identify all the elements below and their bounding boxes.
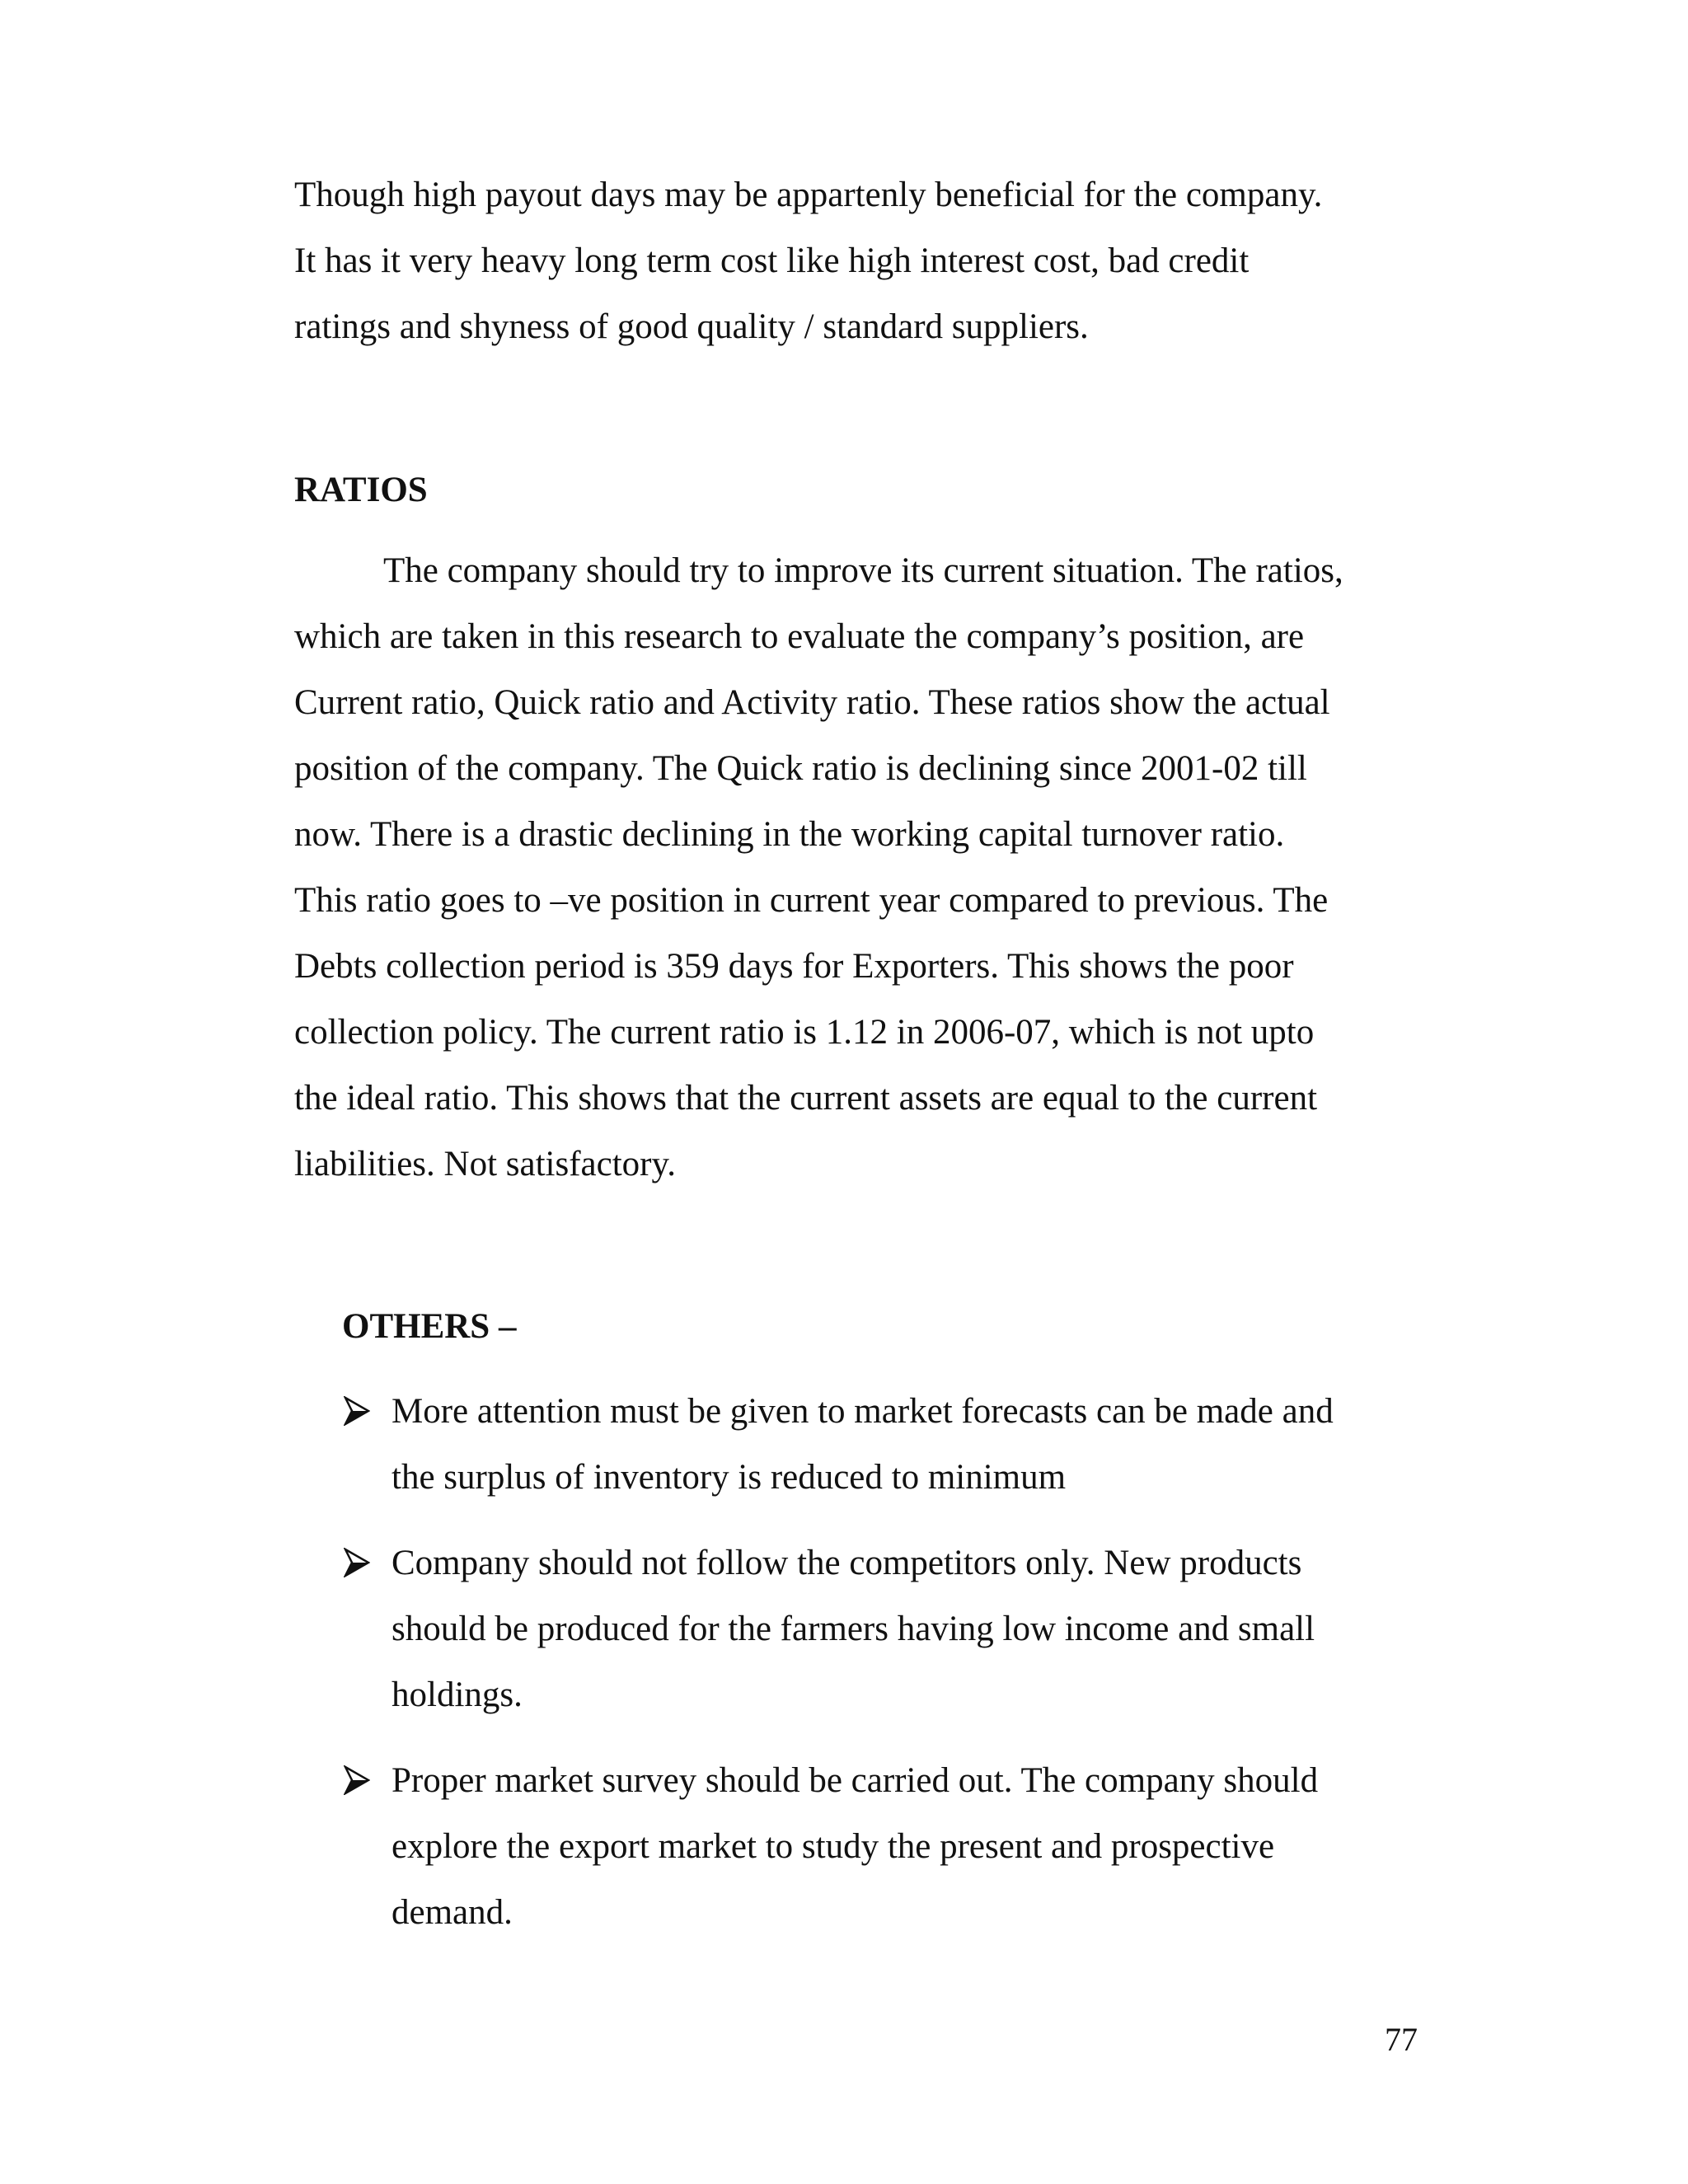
list-item-line: explore the export market to study the present and prospective: [392, 1827, 1275, 1866]
list-item-text: [392, 1530, 1315, 1728]
list-item-line: should be produced for the farmers having low income and small: [392, 1610, 1315, 1648]
list-item-line: Company should not follow the competitors only. New products: [392, 1544, 1302, 1582]
paragraph-line: ratings and shyness of good quality / standard suppliers.: [294, 307, 1089, 346]
arrowhead-bullet-icon: [344, 1396, 370, 1426]
paragraph-line: Current ratio, Quick ratio and Activity ratio. These ratios show the actual: [294, 683, 1330, 722]
paragraph-line: the ideal ratio. This shows that the current assets are equal to the current: [294, 1079, 1318, 1118]
others-heading: OTHERS –: [342, 1307, 517, 1346]
paragraph-line: liabilities. Not satisfactory.: [294, 1145, 676, 1183]
arrowhead-bullet-icon: [344, 1765, 370, 1795]
list-item-line: More attention must be given to market forecasts can be made and: [392, 1392, 1334, 1431]
paragraph-line: Though high payout days may be appartenly beneficial for the company.: [294, 176, 1323, 214]
list-item-line: demand.: [392, 1893, 513, 1932]
ratios-heading: RATIOS: [294, 471, 428, 509]
list-item-line: holdings.: [392, 1675, 523, 1714]
list-item-line: the surplus of inventory is reduced to minimum: [392, 1458, 1067, 1497]
list-item-text: [392, 1748, 1318, 1946]
list-item-text: [392, 1379, 1334, 1511]
list-item-line: Proper market survey should be carried out. The company should: [392, 1761, 1319, 1800]
paragraph-line: now. There is a drastic declining in the working capital turnover ratio.: [294, 815, 1285, 854]
paragraph-line: collection policy. The current ratio is 1.12 in 2006-07, which is not upto: [294, 1013, 1315, 1052]
page-number: 77: [1385, 2021, 1418, 2058]
paragraph-line: Debts collection period is 359 days for Exporters. This shows the poor: [294, 947, 1294, 986]
paragraph-line: position of the company. The Quick ratio is declining since 2001-02 till: [294, 749, 1307, 788]
arrowhead-bullet-icon: [344, 1548, 370, 1577]
paragraph-line: which are taken in this research to evaluate the company’s position, are: [294, 617, 1305, 656]
ratios-paragraph: [294, 538, 1432, 1197]
intro-paragraph: [294, 162, 1432, 360]
paragraph-line: It has it very heavy long term cost like high interest cost, bad credit: [294, 241, 1250, 280]
paragraph-line: The company should try to improve its current situation. The ratios,: [383, 551, 1343, 590]
paragraph-line: This ratio goes to –ve position in current year compared to previous. The: [294, 881, 1329, 920]
